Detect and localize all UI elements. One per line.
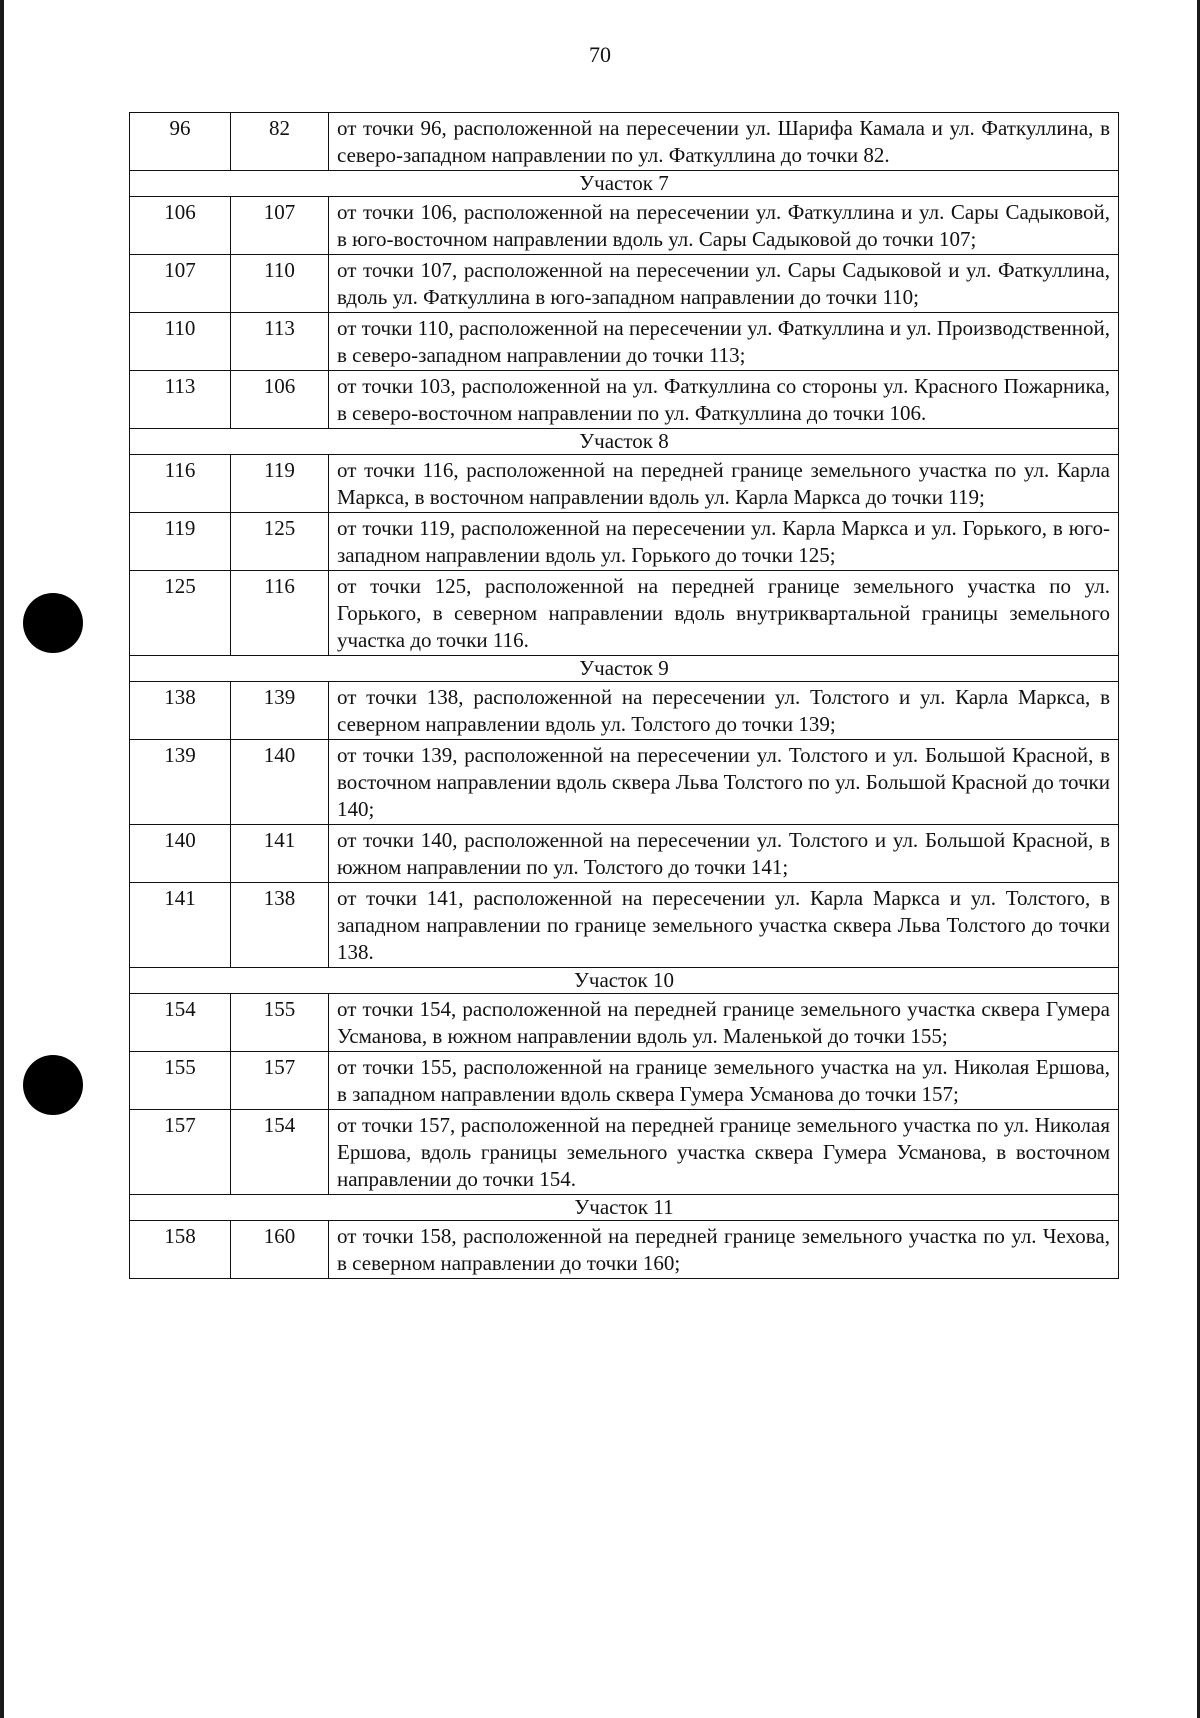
start-point-cell: 155 bbox=[130, 1052, 231, 1110]
table-row bbox=[130, 883, 1119, 968]
start-point-cell: 116 bbox=[130, 455, 231, 513]
end-point-cell: 155 bbox=[231, 994, 329, 1052]
table-row bbox=[130, 113, 1119, 171]
table-row bbox=[130, 571, 1119, 656]
section-title: Участок 8 bbox=[130, 429, 1119, 455]
section-header-row bbox=[130, 968, 1119, 994]
table-row bbox=[130, 1110, 1119, 1195]
end-point-cell: 106 bbox=[231, 371, 329, 429]
table-row bbox=[130, 825, 1119, 883]
start-point-cell: 139 bbox=[130, 740, 231, 825]
end-point-cell: 139 bbox=[231, 682, 329, 740]
start-point-cell: 110 bbox=[130, 313, 231, 371]
section-header-row bbox=[130, 656, 1119, 682]
route-description-cell: от точки 155, расположенной на границе земельного участка на ул. Николая Ершова, в западном направлении вдоль сквера Гумера Усманова до точки 157; bbox=[329, 1052, 1119, 1110]
end-point-cell: 141 bbox=[231, 825, 329, 883]
section-header-row bbox=[130, 171, 1119, 197]
route-description-cell: от точки 106, расположенной на пересечении ул. Фаткуллина и ул. Сары Садыковой, в юго-восточном направлении вдоль ул. Сары Садыковой до точки 107; bbox=[329, 197, 1119, 255]
route-description-cell: от точки 157, расположенной на передней границе земельного участка по ул. Николая Ершова, вдоль границы земельного участка сквера Гумера Усманова, в восточном направлении до точки 154. bbox=[329, 1110, 1119, 1195]
route-description-cell: от точки 119, расположенной на пересечении ул. Карла Маркса и ул. Горького, в юго-западном направлении вдоль ул. Горького до точки 125; bbox=[329, 513, 1119, 571]
table-row bbox=[130, 313, 1119, 371]
table-row bbox=[130, 197, 1119, 255]
route-description-cell: от точки 141, расположенной на пересечении ул. Карла Маркса и ул. Толстого, в западном направлении по границе земельного участка сквера Льва Толстого до точки 138. bbox=[329, 883, 1119, 968]
route-description-cell: от точки 116, расположенной на передней границе земельного участка по ул. Карла Маркса, в восточном направлении вдоль ул. Карла Маркса до точки 119; bbox=[329, 455, 1119, 513]
start-point-cell: 140 bbox=[130, 825, 231, 883]
route-description-cell: от точки 103, расположенной на ул. Фаткуллина со стороны ул. Красного Пожарника, в северо-восточном направлении по ул. Фаткуллина до точки 106. bbox=[329, 371, 1119, 429]
start-point-cell: 96 bbox=[130, 113, 231, 171]
section-title: Участок 9 bbox=[130, 656, 1119, 682]
start-point-cell: 106 bbox=[130, 197, 231, 255]
route-description-cell: от точки 154, расположенной на передней границе земельного участка сквера Гумера Усманова, в южном направлении вдоль ул. Маленькой до точки 155; bbox=[329, 994, 1119, 1052]
table-row bbox=[130, 1052, 1119, 1110]
start-point-cell: 141 bbox=[130, 883, 231, 968]
end-point-cell: 107 bbox=[231, 197, 329, 255]
table-row bbox=[130, 455, 1119, 513]
page-number: 70 bbox=[589, 42, 611, 67]
table-row bbox=[130, 371, 1119, 429]
table-row bbox=[130, 740, 1119, 825]
end-point-cell: 138 bbox=[231, 883, 329, 968]
end-point-cell: 110 bbox=[231, 255, 329, 313]
start-point-cell: 107 bbox=[130, 255, 231, 313]
end-point-cell: 160 bbox=[231, 1221, 329, 1279]
end-point-cell: 154 bbox=[231, 1110, 329, 1195]
end-point-cell: 140 bbox=[231, 740, 329, 825]
end-point-cell: 82 bbox=[231, 113, 329, 171]
punch-hole-mark bbox=[23, 1055, 83, 1115]
end-point-cell: 157 bbox=[231, 1052, 329, 1110]
table-row bbox=[130, 513, 1119, 571]
scan-left-edge bbox=[0, 0, 4, 1718]
route-description-cell: от точки 158, расположенной на передней границе земельного участка по ул. Чехова, в северном направлении до точки 160; bbox=[329, 1221, 1119, 1279]
section-header-row bbox=[130, 1195, 1119, 1221]
end-point-cell: 113 bbox=[231, 313, 329, 371]
end-point-cell: 125 bbox=[231, 513, 329, 571]
start-point-cell: 119 bbox=[130, 513, 231, 571]
route-description-cell: от точки 138, расположенной на пересечении ул. Толстого и ул. Карла Маркса, в северном направлении вдоль ул. Толстого до точки 139; bbox=[329, 682, 1119, 740]
section-title: Участок 11 bbox=[130, 1195, 1119, 1221]
punch-hole-mark bbox=[23, 593, 83, 653]
section-title: Участок 7 bbox=[130, 171, 1119, 197]
start-point-cell: 138 bbox=[130, 682, 231, 740]
start-point-cell: 125 bbox=[130, 571, 231, 656]
end-point-cell: 116 bbox=[231, 571, 329, 656]
route-description-cell: от точки 96, расположенной на пересечении ул. Шарифа Камала и ул. Фаткуллина, в северо-западном направлении по ул. Фаткуллина до точки 82. bbox=[329, 113, 1119, 171]
table-body bbox=[130, 113, 1119, 1279]
table-row bbox=[130, 1221, 1119, 1279]
start-point-cell: 154 bbox=[130, 994, 231, 1052]
end-point-cell: 119 bbox=[231, 455, 329, 513]
section-header-row bbox=[130, 429, 1119, 455]
start-point-cell: 157 bbox=[130, 1110, 231, 1195]
boundary-points-table bbox=[129, 112, 1119, 1279]
route-description-cell: от точки 140, расположенной на пересечении ул. Толстого и ул. Большой Красной, в южном направлении по ул. Толстого до точки 141; bbox=[329, 825, 1119, 883]
start-point-cell: 158 bbox=[130, 1221, 231, 1279]
route-description-cell: от точки 139, расположенной на пересечении ул. Толстого и ул. Большой Красной, в восточном направлении вдоль сквера Льва Толстого по ул. Большой Красной до точки 140; bbox=[329, 740, 1119, 825]
section-title: Участок 10 bbox=[130, 968, 1119, 994]
route-description-cell: от точки 110, расположенной на пересечении ул. Фаткуллина и ул. Производственной, в северо-западном направлении до точки 113; bbox=[329, 313, 1119, 371]
start-point-cell: 113 bbox=[130, 371, 231, 429]
table-row bbox=[130, 255, 1119, 313]
route-description-cell: от точки 107, расположенной на пересечении ул. Сары Садыковой и ул. Фаткуллина, вдоль ул. Фаткуллина в юго-западном направлении до точки 110; bbox=[329, 255, 1119, 313]
table-row bbox=[130, 682, 1119, 740]
route-description-cell: от точки 125, расположенной на передней границе земельного участка по ул. Горького, в северном направлении вдоль внутриквартальной границы земельного участка до точки 116. bbox=[329, 571, 1119, 656]
table-row bbox=[130, 994, 1119, 1052]
